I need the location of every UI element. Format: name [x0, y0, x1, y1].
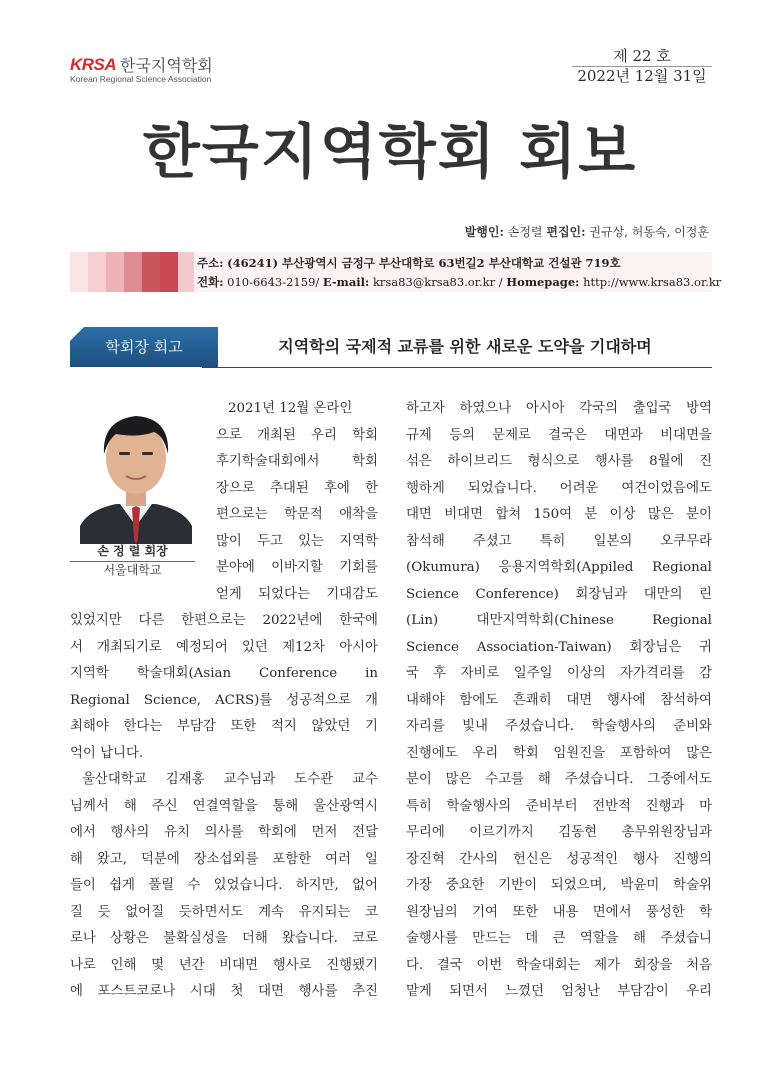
article-line: 나로 인해 몇 년간 비대면 행사로 진행됐기	[70, 957, 378, 973]
article-line: 으로 개최된 우리 학회	[216, 427, 378, 443]
newsletter-title: 한국지역학회 회보	[142, 117, 638, 186]
logo-english-name: Korean Regional Science Association	[70, 74, 212, 84]
email-address[interactable]: krsa83@krsa83.or.kr	[372, 275, 496, 289]
publisher-line	[465, 223, 709, 240]
homepage-url[interactable]: http://www.krsa83.or.kr	[583, 275, 722, 289]
article-line: 후기학술대회에서 학회	[216, 454, 378, 469]
address-label: 주소:	[197, 256, 224, 270]
article-line: 자리를 빛내 주셨습니다. 학술행사의 준비와	[406, 719, 712, 734]
issue-date: 2022년 12월 31일	[577, 67, 707, 85]
contact-separator: /	[498, 275, 503, 289]
article-line: 2021년 12월 온라인	[228, 401, 353, 416]
article-line: 무리에 이르기까지 김동현 총무위원장님과	[406, 825, 712, 840]
article-line: 편으로는 학문적 애착을	[216, 507, 378, 522]
article-line: Regional Science, ACRS)를 성공적으로 개	[70, 692, 378, 708]
editors-label: 편집인:	[546, 225, 586, 239]
article-line: 얻게 되었다는 기대감도	[216, 586, 378, 602]
article-line: 에서 행사의 유치 의사를 학회에 먼저 전달	[70, 825, 378, 840]
article-line: 질 듯 없어질 듯하면서도 계속 유지되는 코	[70, 904, 378, 920]
article-line: Science Conference) 회장님과 대만의 린	[406, 586, 712, 602]
article-line: 대면 비대면 합쳐 150여 분 이상 많은 분이	[406, 507, 712, 522]
article-line: 분야에 이바지할 기회를	[216, 560, 378, 575]
article-line: 국 후 자비로 일주일 이상의 자가격리를 감	[406, 666, 712, 681]
article-line: 많이 두고 있는 지역학	[216, 533, 378, 549]
publisher-label: 발행인:	[464, 225, 504, 239]
krsa-logo	[70, 52, 230, 86]
article-line: 장진혁 간사의 헌신은 성공적인 행사 진행의	[406, 851, 712, 867]
article-line: 최해야 한다는 부담감 또한 적지 않았던 기	[70, 719, 378, 734]
article-line: 맡게 되면서 느꼈던 엄청난 부담감이 우리	[406, 984, 712, 999]
section-tab-label: 학회장 회고	[105, 338, 183, 356]
article-line: 님께서 해 주신 연결역할을 통해 울산광역시	[70, 798, 378, 814]
address-text: (46241) 부산광역시 금정구 부산대학로 63번길2 부산대학교 건설관 719호	[227, 256, 621, 270]
article-line: 가장 중요한 기반이 되었으며, 박윤미 학술위	[406, 878, 712, 893]
article-line: 에 포스트코로나 시대 첫 대면 행사를 추진	[70, 984, 378, 999]
author-photo	[80, 402, 192, 544]
publisher-name: 손정렬	[507, 225, 543, 239]
article-headline: 지역학의 국제적 교류를 위한 새로운 도약을 기대하며	[278, 337, 652, 356]
address-line	[197, 254, 621, 272]
article-line: 규제 등의 문제로 결국은 대면과 비대면을	[406, 427, 712, 443]
article-line: 행하게 되었습니다. 어려운 여건이었음에도	[406, 480, 712, 496]
decor-swatch	[106, 252, 124, 292]
article-line: 다. 결국 이번 학술대회는 제가 회장을 처음	[406, 957, 712, 973]
logo-korean-name: 한국지역학회	[120, 58, 213, 75]
logo-mark: KRSA	[70, 55, 117, 74]
article-line: 로나 상황은 불확실성을 더해 왔습니다. 코로	[70, 931, 378, 946]
phone-number: 010-6643-2159/	[227, 275, 320, 289]
article-line: 원장님의 기여 또한 내용 면에서 풍성한 학	[406, 904, 712, 920]
article-line: 진행에도 우리 학회 임원진을 포함하여 많은	[406, 745, 712, 761]
email-label: E-mail:	[322, 275, 370, 289]
article-line: 장으로 추대된 후에 한	[216, 480, 378, 496]
article-line: 울산대학교 김재홍 교수님과 도수관 교수	[82, 772, 378, 787]
article-line: 있었지만 다른 한편으로는 2022년에 한국에	[70, 613, 378, 628]
article-line: 참석해 주셨고 특히 일본의 오쿠무라	[406, 533, 712, 549]
portrait-illustration	[80, 402, 192, 544]
article-line: 해 왔고, 덕분에 장소섭외를 포함한 여러 일	[70, 851, 378, 867]
article-line: 서 개최되기로 예정되어 있던 제12차 아시아	[70, 639, 378, 655]
article-line: 분이 많은 수고를 해 주셨습니다. 그중에서도	[406, 772, 712, 787]
decor-swatch	[124, 252, 142, 292]
article-line: (Okumura) 응용지역학회(Appiled Regional	[406, 560, 712, 575]
article-line: 들이 쉽게 풀릴 수 있었습니다. 하지만, 없어	[70, 878, 378, 893]
article-line: (Lin) 대만지역학회(Chinese Regional	[406, 613, 712, 628]
contact-line	[197, 273, 721, 291]
homepage-label: Homepage:	[506, 275, 580, 289]
decor-swatch	[88, 252, 106, 292]
author-name: 손 정 렬 회장	[97, 544, 168, 558]
phone-label: 전화:	[197, 275, 224, 289]
article-line: 내해야 함에도 흔쾌히 대면 행사에 참석하여	[406, 692, 712, 708]
article-line: Science Association-Taiwan) 회장님은 귀	[406, 639, 712, 655]
article-line: 섞은 하이브리드 형식으로 행사를 8월에 진	[406, 454, 712, 469]
decor-swatch	[70, 252, 88, 292]
decor-swatch	[178, 252, 194, 292]
issue-number: 제 22 호	[613, 47, 671, 65]
editors-names: 권규상, 허동숙, 이정훈	[589, 225, 709, 239]
article-line: 하고자 하였으나 아시아 각국의 출입국 방역	[406, 401, 712, 416]
article-line: 억이 납니다.	[70, 745, 144, 761]
decor-swatch	[142, 252, 160, 292]
article-line: 지역학 학술대회(Asian Conference in	[70, 666, 378, 681]
article-line: 술행사를 만드는 데 큰 역할을 해 주셨습니	[406, 931, 712, 946]
author-affiliation: 서울대학교	[103, 563, 162, 577]
decor-swatch	[160, 252, 178, 292]
article-line: 특히 학술행사의 준비부터 전반적 진행과 마	[406, 798, 712, 814]
